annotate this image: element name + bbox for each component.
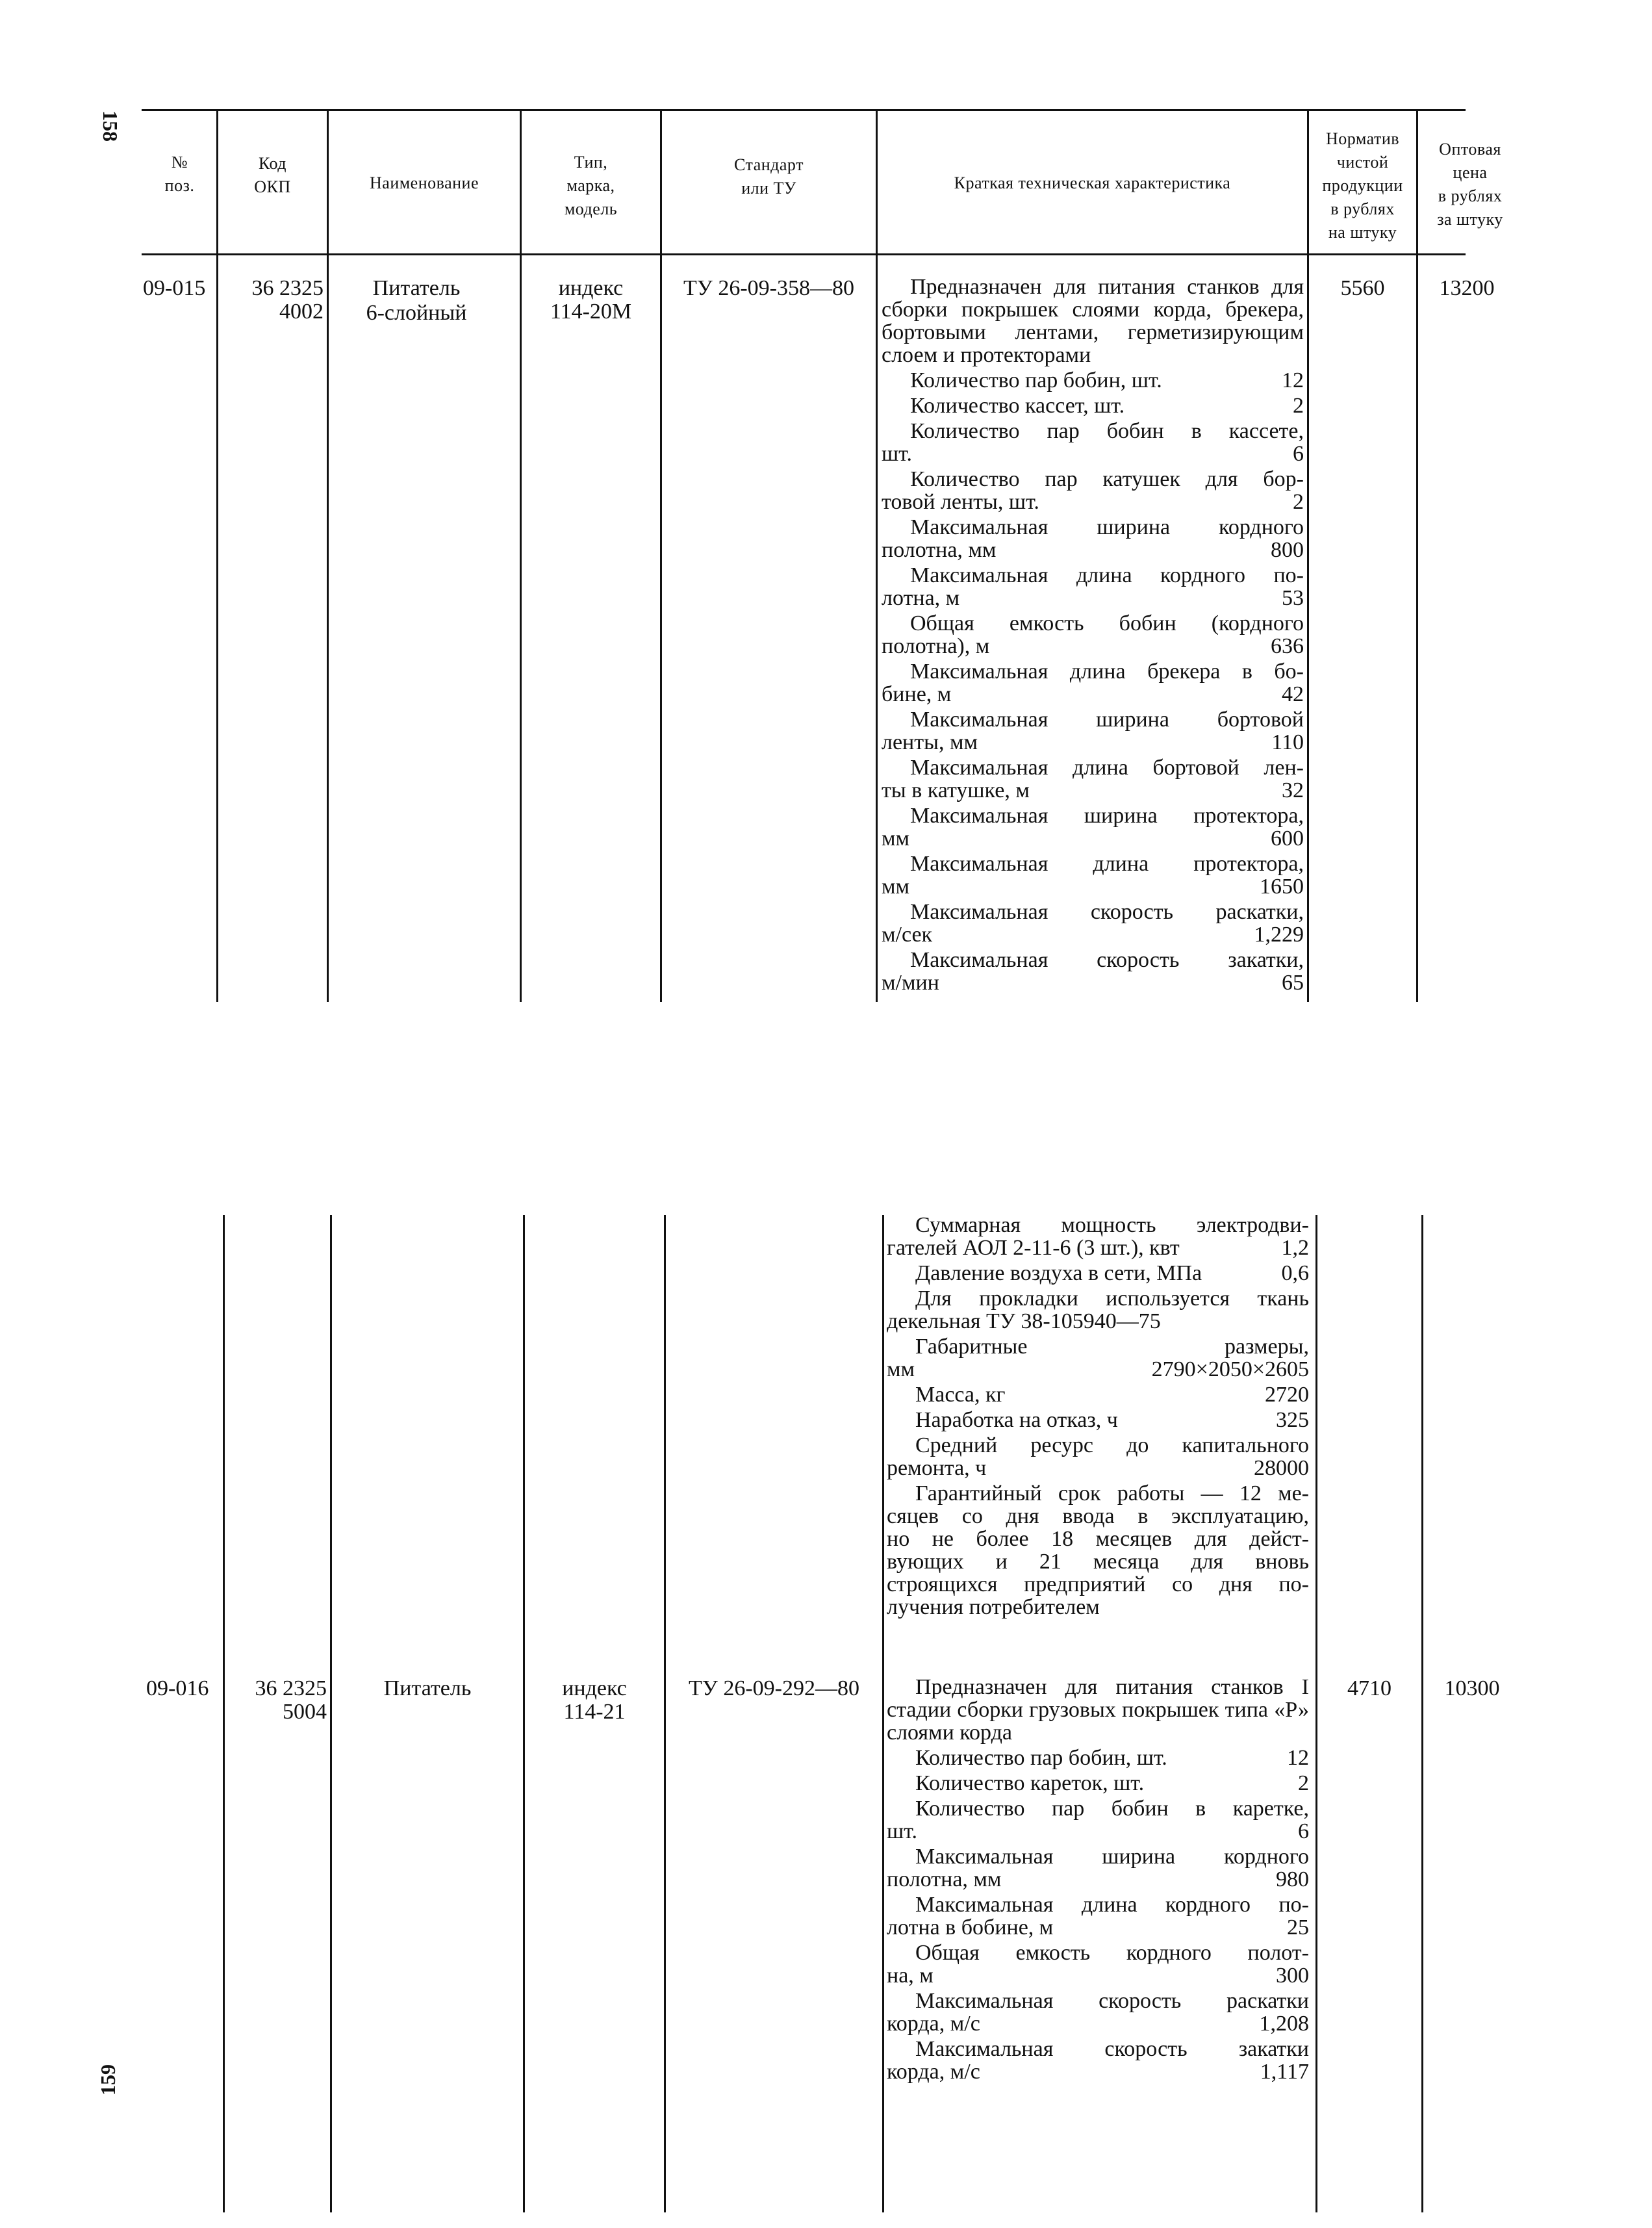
header-norm: Норматив чистой продукции в рублях на штуку xyxy=(1322,129,1403,242)
continuation-spec-value: 2720 xyxy=(1265,1383,1309,1407)
row1-spec-item xyxy=(882,516,1304,561)
row2-spec-label-tail: лотна в бобине, м xyxy=(887,1915,1054,1940)
row1-spec-label-tail: полотна, мм xyxy=(882,538,997,562)
row1-code-2: 4002 xyxy=(279,300,324,324)
continuation-spec-label-cont: строящихся предприятий со дня по- xyxy=(887,1572,1309,1596)
page-number-right: 159 xyxy=(96,2064,120,2095)
row2-spec-label-tail: шт. xyxy=(887,1819,917,1843)
row1-spec-label: Максимальная длина протектора, xyxy=(910,852,1304,876)
continuation-spec-label-cont: но не более 18 месяцев для дейст- xyxy=(887,1527,1309,1551)
row2-spec-label: Максимальная ширина кордного xyxy=(915,1845,1309,1869)
row2-spec xyxy=(887,1676,1309,2086)
row1-spec-label-tail: товой ленты, шт. xyxy=(882,490,1039,514)
row1-spec-label: Количество кассет, шт. xyxy=(910,394,1125,418)
row2-purpose: Предназначен для питания станков I стадии сборки грузовых покрышек типа «Р» слоями корда xyxy=(887,1675,1309,1745)
row1-spec-label: Количество пар катушек для бор- xyxy=(910,467,1304,491)
row1-spec-label-tail: мм xyxy=(882,875,910,899)
row1-spec-label-tail: полотна), м xyxy=(882,634,990,658)
page-number-left: 158 xyxy=(99,110,122,142)
continuation-spec-value: 2790×2050×2605 xyxy=(1151,1357,1309,1381)
row2-spec-label: Максимальная скорость закатки xyxy=(915,2037,1309,2061)
row1-spec-item xyxy=(882,369,1304,392)
row1-spec-value: 110 xyxy=(1271,730,1304,754)
row1-spec-value: 32 xyxy=(1282,778,1304,802)
row1-spec-value: 800 xyxy=(1271,538,1304,562)
row1-spec-item xyxy=(882,612,1304,658)
row1-spec-label: Общая емкость бобин (кордного xyxy=(910,611,1304,635)
row2-name: Питатель xyxy=(383,1676,472,1700)
row2-spec-item xyxy=(887,1845,1309,1891)
row1-spec-label-tail: лотна, м xyxy=(882,586,960,610)
continuation-spec-label-tail: мм xyxy=(887,1357,915,1381)
header-code: Код ОКП xyxy=(254,154,291,196)
row2-num: 09-016 xyxy=(146,1676,209,1700)
continuation-spec-label: Габаритные размеры, xyxy=(915,1335,1309,1359)
row2-spec-value: 1,208 xyxy=(1259,2012,1309,2036)
row1-spec-label-tail: м/мин xyxy=(882,971,939,995)
row1-spec-label: Максимальная длина бортовой лен- xyxy=(910,756,1304,780)
row1-spec-label: Максимальная ширина кордного xyxy=(910,515,1304,539)
row2-type-1: индекс xyxy=(562,1676,627,1700)
continuation-spec-item xyxy=(887,1383,1309,1406)
row1-spec-label: Максимальная скорость закатки, xyxy=(910,948,1304,972)
row2-spec-value: 980 xyxy=(1276,1867,1309,1891)
row2-standard: ТУ 26-09-292—80 xyxy=(689,1676,859,1700)
row2-spec-value: 2 xyxy=(1298,1771,1309,1795)
header-standard: Стандарт или ТУ xyxy=(734,155,804,198)
row1-spec xyxy=(882,275,1304,997)
row1-spec-label: Максимальная ширина бортовой xyxy=(910,708,1304,732)
continuation-spec-item xyxy=(887,1262,1309,1285)
row2-spec-label: Общая емкость кордного полот- xyxy=(915,1941,1309,1965)
row1-spec-label-tail: шт. xyxy=(882,442,912,466)
row1-spec-label-tail: ленты, мм xyxy=(882,730,978,754)
continuation-spec-value: 1,2 xyxy=(1281,1236,1309,1260)
row2-spec-label: Количество пар бобин в каретке, xyxy=(915,1797,1309,1821)
continuation-spec-label-tail: декельная ТУ 38-105940—75 xyxy=(887,1309,1161,1333)
continuation-spec-label-tail: гателей АОЛ 2-11-6 (3 шт.), квт xyxy=(887,1236,1180,1260)
row1-spec-label: Максимальная длина брекера в бо- xyxy=(910,659,1304,684)
header-bottom-rule xyxy=(142,253,1466,255)
row1-spec-item xyxy=(882,901,1304,946)
header-name: Наименование xyxy=(370,173,479,192)
row1-spec-label: Максимальная скорость раскатки, xyxy=(910,900,1304,924)
continuation-spec-label: Наработка на отказ, ч xyxy=(915,1408,1118,1432)
row2-spec-label: Максимальная длина кордного по- xyxy=(915,1893,1309,1917)
row2-spec-item xyxy=(887,1893,1309,1939)
row1-spec-item xyxy=(882,949,1304,994)
row1-spec-label-tail: ты в катушке, м xyxy=(882,778,1030,802)
row1-spec-label: Максимальная длина кордного по- xyxy=(910,563,1304,587)
row1-num: 09-015 xyxy=(143,276,206,300)
row2-norm: 4710 xyxy=(1347,1676,1391,1700)
row2-code-2: 5004 xyxy=(283,1700,327,1724)
row2-spec-value: 300 xyxy=(1276,1964,1309,1988)
row2-price: 10300 xyxy=(1444,1676,1500,1700)
row2-spec-label-tail: корда, м/с xyxy=(887,2012,980,2036)
row1-spec-item xyxy=(882,420,1304,465)
row1-spec-label: Количество пар бобин в кассете, xyxy=(910,419,1304,443)
continuation-spec xyxy=(887,1214,1309,1621)
row1-spec-item xyxy=(882,708,1304,754)
continuation-spec-label-cont: сяцев со дня ввода в эксплуатацию, xyxy=(887,1504,1309,1528)
row1-purpose: Предназначен для питания станков для сборки покрышек слоями корда, брекера, бортовыми лентами, герметизирующим слоем и протекторами xyxy=(882,275,1304,367)
continuation-spec-item xyxy=(887,1409,1309,1431)
row2-spec-label: Количество пар бобин, шт. xyxy=(915,1746,1167,1770)
row2-spec-label-tail: полотна, мм xyxy=(887,1867,1002,1891)
row1-type-1: индекс xyxy=(558,276,624,300)
row1-spec-item xyxy=(882,804,1304,850)
continuation-spec-item xyxy=(887,1335,1309,1381)
row1-spec-value: 42 xyxy=(1282,682,1304,706)
row2-spec-item xyxy=(887,1990,1309,2035)
row1-standard: ТУ 26-09-358—80 xyxy=(683,276,854,300)
row2-spec-value: 1,117 xyxy=(1260,2060,1309,2084)
continuation-spec-item xyxy=(887,1434,1309,1479)
row2-spec-value: 25 xyxy=(1287,1915,1309,1940)
row1-spec-value: 6 xyxy=(1293,442,1304,466)
continuation-spec-label: Масса, кг xyxy=(915,1383,1006,1407)
continuation-spec-item xyxy=(887,1482,1309,1619)
continuation-spec-label: Средний ресурс до капитального xyxy=(915,1433,1309,1457)
header-num: № поз. xyxy=(164,153,195,195)
row1-spec-label: Максимальная ширина протектора, xyxy=(910,804,1304,828)
row1-code-1: 36 2325 xyxy=(251,276,324,300)
header-price: Оптовая цена в рублях за штуку xyxy=(1437,140,1503,229)
row1-spec-value: 65 xyxy=(1282,971,1304,995)
continuation-spec-label-tail: ремонта, ч xyxy=(887,1456,987,1480)
continuation-spec-label: Гарантийный срок работы — 12 ме- xyxy=(915,1481,1309,1505)
row1-spec-item xyxy=(882,394,1304,417)
row1-spec-label: Количество пар бобин, шт. xyxy=(910,368,1162,392)
table-top-rule xyxy=(142,109,1466,111)
continuation-spec-value: 325 xyxy=(1276,1408,1309,1432)
continuation-spec-item xyxy=(887,1287,1309,1333)
row2-spec-value: 12 xyxy=(1287,1746,1309,1770)
row1-spec-value: 1,229 xyxy=(1254,923,1304,947)
row2-code-1: 36 2325 xyxy=(255,1676,327,1700)
continuation-spec-label: Суммарная мощность электродви- xyxy=(915,1213,1309,1237)
row1-spec-item xyxy=(882,468,1304,513)
row1-name: Питатель 6-слойный xyxy=(366,276,467,325)
continuation-spec-label-tail: лучения потребителем xyxy=(887,1595,1100,1619)
continuation-spec-value: 0,6 xyxy=(1281,1261,1309,1285)
row1-price: 13200 xyxy=(1439,276,1495,300)
continuation-spec-value: 28000 xyxy=(1254,1456,1309,1480)
row2-spec-label-tail: корда, м/с xyxy=(887,2060,980,2084)
row2-spec-item xyxy=(887,1772,1309,1795)
row2-spec-item xyxy=(887,2038,1309,2083)
row1-spec-label-tail: м/сек xyxy=(882,923,933,947)
header-type: Тип, марка, модель xyxy=(564,153,618,218)
row2-type-2: 114-21 xyxy=(563,1700,626,1724)
row1-spec-label-tail: мм xyxy=(882,826,910,851)
continuation-spec-label: Давление воздуха в сети, МПа xyxy=(915,1261,1202,1285)
row1-spec-item xyxy=(882,756,1304,802)
header-spec: Краткая техническая характеристика xyxy=(954,173,1231,192)
row1-spec-value: 2 xyxy=(1293,394,1304,418)
row1-spec-value: 12 xyxy=(1282,368,1304,392)
row1-spec-value: 1650 xyxy=(1260,875,1304,899)
continuation-spec-item xyxy=(887,1214,1309,1259)
row2-spec-label-tail: на, м xyxy=(887,1964,934,1988)
row2-spec-item xyxy=(887,1747,1309,1769)
row1-spec-value: 600 xyxy=(1271,826,1304,851)
continuation-spec-label: Для прокладки используется ткань xyxy=(915,1287,1309,1311)
continuation-spec-label-cont: вующих и 21 месяца для вновь xyxy=(887,1550,1309,1574)
row1-spec-value: 2 xyxy=(1293,490,1304,514)
row1-spec-value: 636 xyxy=(1271,634,1304,658)
row1-spec-item xyxy=(882,852,1304,898)
row2-spec-label: Максимальная скорость раскатки xyxy=(915,1989,1309,2013)
row1-spec-item xyxy=(882,660,1304,706)
row2-spec-item xyxy=(887,1797,1309,1843)
row1-norm: 5560 xyxy=(1340,276,1385,300)
row1-spec-item xyxy=(882,564,1304,609)
row2-spec-value: 6 xyxy=(1298,1819,1309,1843)
row1-spec-label-tail: бине, м xyxy=(882,682,952,706)
row2-spec-item xyxy=(887,1941,1309,1987)
row1-type-2: 114-20М xyxy=(550,300,632,324)
row1-spec-value: 53 xyxy=(1282,586,1304,610)
row2-spec-label: Количество кареток, шт. xyxy=(915,1771,1145,1795)
